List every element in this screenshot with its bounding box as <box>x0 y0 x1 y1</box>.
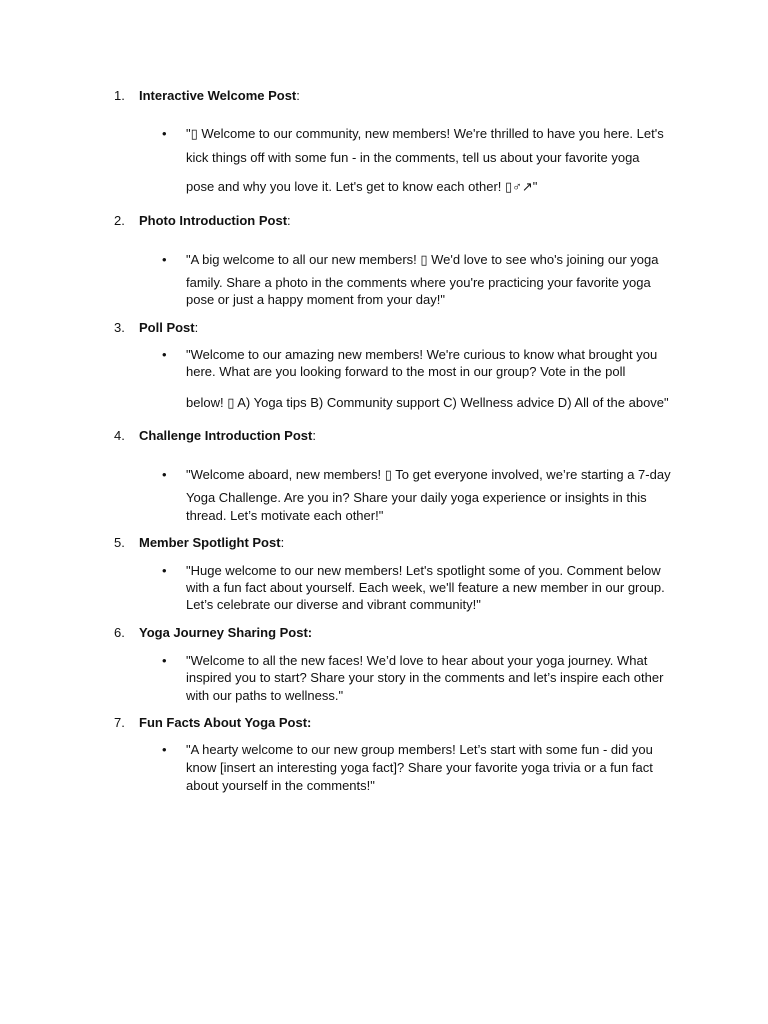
bullet-icon: • <box>162 467 167 482</box>
item-text-line: "Welcome aboard, new members! ▯ To get everyone involved, we’re starting a 7-day <box>186 467 671 482</box>
item-number: 2. <box>114 213 125 228</box>
item-title: Interactive Welcome Post <box>139 88 297 103</box>
item-heading <box>139 320 198 336</box>
item-number: 7. <box>114 715 125 730</box>
item-text-line: here. What are you looking forward to the most in our group? Vote in the poll <box>186 364 626 379</box>
bullet-icon: • <box>162 742 167 757</box>
item-heading <box>139 715 311 731</box>
item-text-line: with our paths to wellness." <box>186 688 344 703</box>
item-number: 1. <box>114 88 125 103</box>
item-number: 5. <box>114 535 125 550</box>
item-heading <box>139 88 300 104</box>
bullet-icon: • <box>162 347 167 362</box>
item-title: Yoga Journey Sharing Post: <box>139 625 313 640</box>
bullet-icon: • <box>162 653 167 668</box>
item-text-line: about yourself in the comments!" <box>186 778 375 793</box>
item-heading <box>139 428 316 444</box>
item-text-line: "▯ Welcome to our community, new members! We're thrilled to have you here. Let's <box>186 126 664 141</box>
item-colon: : <box>194 320 199 335</box>
item-text-line: pose or just a happy moment from your day!" <box>186 292 445 307</box>
item-text-line: Let’s celebrate our diverse and vibrant community!" <box>186 597 481 612</box>
item-text-line: inspired you to start? Share your story in the comments and let’s inspire each other <box>186 670 664 685</box>
bullet-icon: • <box>162 126 167 141</box>
item-text-line: kick things off with some fun - in the comments, tell us about your favorite yoga <box>186 150 640 165</box>
item-text-line: "Welcome to our amazing new members! We're curious to know what brought you <box>186 347 658 362</box>
bullet-icon: • <box>162 563 167 578</box>
item-text-line: Yoga Challenge. Are you in? Share your daily yoga experience or insights in this <box>186 490 647 505</box>
item-text-line: family. Share a photo in the comments where you're practicing your favorite yoga <box>186 275 651 290</box>
bullet-icon: • <box>162 252 167 267</box>
item-heading <box>139 213 291 229</box>
item-heading <box>139 625 312 641</box>
item-title: Photo Introduction Post <box>139 213 288 228</box>
item-number: 6. <box>114 625 125 640</box>
item-title: Poll Post <box>139 320 195 335</box>
item-heading <box>139 535 284 551</box>
item-text-line: below! ▯ A) Yoga tips B) Community support C) Wellness advice D) All of the above" <box>186 395 669 410</box>
item-colon: : <box>296 88 300 103</box>
item-text-line: thread. Let’s motivate each other!" <box>186 508 384 523</box>
item-text-line: know [insert an interesting yoga fact]? Share your favorite yoga trivia or a fun fact <box>186 760 653 775</box>
item-number: 3. <box>114 320 125 335</box>
item-title: Challenge Introduction Post <box>139 428 313 443</box>
item-text-line: "Huge welcome to our new members! Let's spotlight some of you. Comment below <box>186 563 661 578</box>
item-text-line: "A hearty welcome to our new group members! Let’s start with some fun - did you <box>186 742 653 757</box>
item-colon: : <box>280 535 285 550</box>
item-number: 4. <box>114 428 125 443</box>
item-text-line: "Welcome to all the new faces! We’d love to hear about your yoga journey. What <box>186 653 648 668</box>
item-colon: : <box>287 213 291 228</box>
item-text-line: "A big welcome to all our new members! ▯ We'd love to see who's joining our yoga <box>186 252 659 267</box>
item-colon: : <box>312 428 316 443</box>
item-text-line: pose and why you love it. Let's get to know each other! ▯♂↗" <box>186 179 538 194</box>
item-text-line: with a fun fact about yourself. Each week, we'll feature a new member in our group. <box>186 580 665 595</box>
item-title: Member Spotlight Post <box>139 535 281 550</box>
item-title: Fun Facts About Yoga Post: <box>139 715 312 730</box>
